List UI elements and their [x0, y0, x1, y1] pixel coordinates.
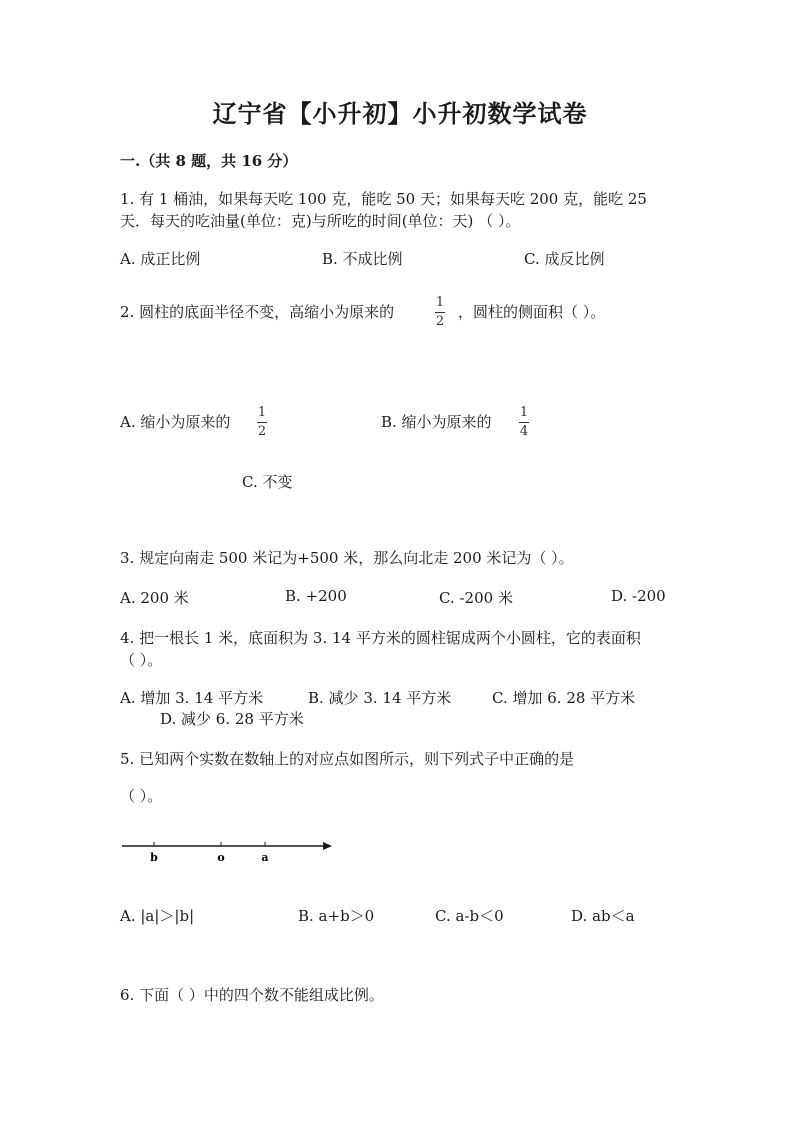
number-line-arrow-icon — [323, 842, 332, 850]
section-heading: 一.（共 8 题，共 16 分） — [120, 152, 298, 170]
question-4-line-2: （ ）。 — [120, 651, 163, 669]
question-5-option-b: B. a+b＞0 — [298, 907, 375, 925]
question-5-option-c: C. a-b＜0 — [435, 907, 504, 925]
question-2-option-b: B. 缩小为原来的 — [381, 413, 492, 431]
label-a: a — [261, 851, 269, 864]
fraction-bar — [519, 422, 529, 423]
label-b: b — [150, 851, 158, 864]
fraction-bar — [257, 422, 267, 423]
question-1-line-1: 1. 有 1 桶油，如果每天吃 100 克，能吃 50 天；如果每天吃 200 克，能吃 25 — [120, 190, 647, 208]
question-3-option-a: A. 200 米 — [120, 589, 189, 607]
question-2-option-a-fraction — [257, 406, 267, 439]
question-1-line-2: 天．每天的吃油量(单位：克)与所吃的时间(单位：天) （ ）。 — [120, 212, 521, 230]
question-1-option-c: C. 成反比例 — [524, 250, 605, 268]
question-4-option-a: A. 增加 3. 14 平方米 — [120, 689, 264, 707]
fraction-denominator: 2 — [257, 424, 267, 439]
question-2-option-b-fraction — [519, 406, 529, 439]
fraction-bar — [435, 312, 445, 313]
question-5-option-a: A. |a|＞|b| — [120, 907, 195, 925]
fraction-denominator: 2 — [435, 314, 445, 329]
question-4-option-d: D. 减少 6. 28 平方米 — [160, 710, 304, 728]
question-5-option-d: D. ab＜a — [571, 907, 635, 925]
label-o: o — [217, 851, 225, 864]
question-2-option-c: C. 不变 — [242, 473, 293, 491]
fraction-numerator: 1 — [257, 405, 267, 420]
question-4-line-1: 4. 把一根长 1 米，底面积为 3. 14 平方米的圆柱锯成两个小圆柱，它的表面积 — [120, 629, 641, 647]
question-2-option-a: A. 缩小为原来的 — [120, 413, 231, 431]
question-5-line-2: （ ）。 — [120, 787, 163, 805]
question-5-line-1: 5. 已知两个实数在数轴上的对应点如图所示，则下列式子中正确的是 — [120, 750, 575, 768]
question-2-text-a: 2. 圆柱的底面半径不变，高缩小为原来的 — [120, 303, 395, 321]
fraction-denominator: 4 — [519, 424, 529, 439]
question-6-text: 6. 下面（ ）中的四个数不能组成比例。 — [120, 986, 384, 1004]
question-4-option-b: B. 减少 3. 14 平方米 — [308, 689, 452, 707]
fraction-numerator: 1 — [435, 295, 445, 310]
question-3-option-b: B. +200 — [285, 587, 347, 605]
question-3-option-c: C. -200 米 — [439, 589, 513, 607]
question-3-option-d: D. -200 — [611, 587, 666, 605]
question-2-fraction — [435, 296, 445, 329]
question-1-option-a: A. 成正比例 — [120, 250, 201, 268]
page-title: 辽宁省【小升初】小升初数学试卷 — [212, 99, 588, 128]
question-1-option-b: B. 不成比例 — [322, 250, 403, 268]
question-3-text: 3. 规定向南走 500 米记为+500 米，那么向北走 200 米记为（ ）。 — [120, 549, 574, 567]
number-line-figure — [118, 836, 338, 866]
fraction-numerator: 1 — [519, 405, 529, 420]
question-2-text-b: ，圆柱的侧面积（ ）。 — [458, 303, 606, 321]
question-4-option-c: C. 增加 6. 28 平方米 — [492, 689, 636, 707]
